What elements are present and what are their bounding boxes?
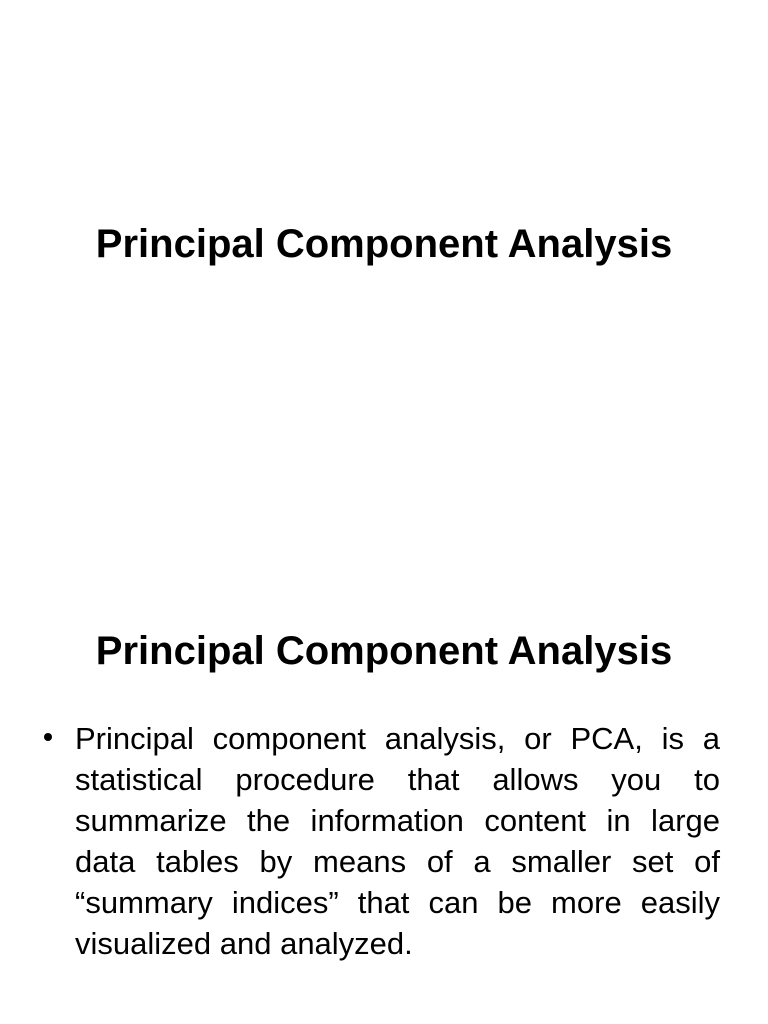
- slide-title: Principal Component Analysis: [95, 222, 673, 266]
- bullet-item-text: Principal component analysis, or PCA, is a statistical procedure that allows you to summarize the information content in large data tables by means of a smaller set of “summary indices” that can be more easily visualized and analyzed.: [75, 721, 720, 961]
- slide-title: Principal Component Analysis: [95, 629, 673, 673]
- bullet-marker-icon: [44, 733, 52, 741]
